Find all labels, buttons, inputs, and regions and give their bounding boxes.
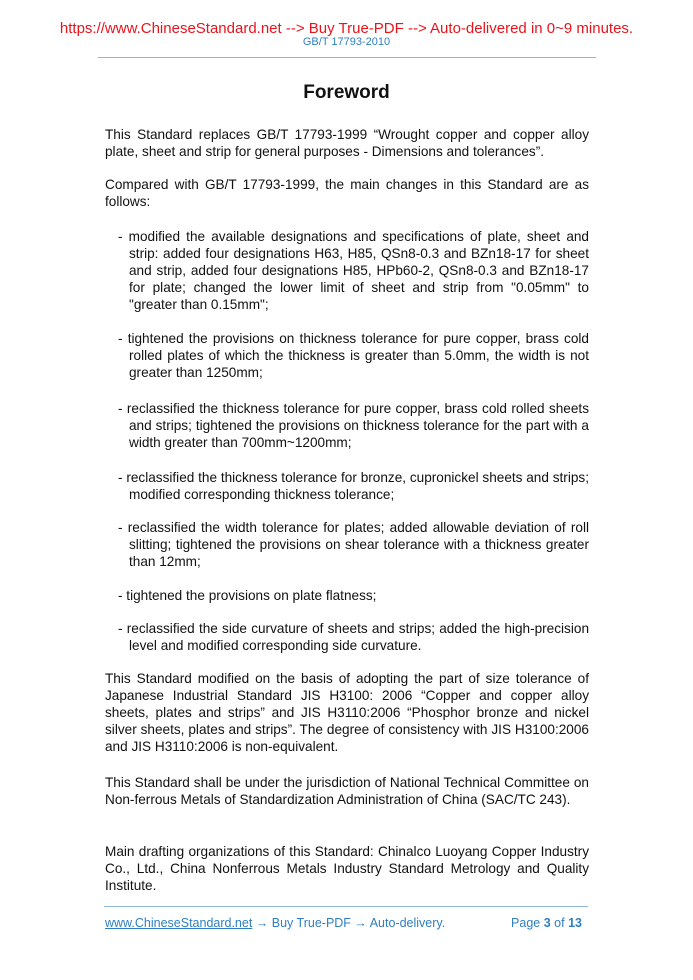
paragraph: This Standard shall be under the jurisdiction of National Technical Committee on Non-ferrous Metals of Standardization Administration of China (SAC/TC 243). <box>105 775 589 807</box>
list-item: - modified the available designations and specifications of plate, sheet and strip: added four designations H63, H85, QSn8-0.3 and BZn18-17 for sheet and strip, added four designations H85, HPb60-2, QSn8-0.3 and BZn18-17 for plate; changed the lower limit of sheet and strip from "0.05mm" to "greater than 0.15mm"; <box>118 229 589 312</box>
page-label: Page <box>511 916 541 930</box>
paragraph: This Standard replaces GB/T 17793-1999 “Wrought copper and copper alloy plate, sheet and strip for general purposes - Dimensions and tolerances”. <box>105 127 589 159</box>
footer <box>105 916 588 930</box>
list-item: - tightened the provisions on plate flatness; <box>118 588 377 603</box>
header-banner-link[interactable]: https://www.ChineseStandard.net --> Buy True-PDF --> Auto-delivered in 0~9 minutes. <box>59 20 634 37</box>
list-item: - tightened the provisions on thickness tolerance for pure copper, brass cold rolled plates of which the thickness is greater than 5.0mm, the width is not greater than 1250mm; <box>118 331 589 380</box>
page-title: Foreword <box>303 82 390 103</box>
of-label: of <box>554 916 565 930</box>
footer-divider <box>104 906 588 907</box>
list-item: - reclassified the width tolerance for plates; added allowable deviation of roll slitting; tightened the provisions on shear tolerance with a thickness greater than 12mm; <box>118 520 589 569</box>
standard-number: GB/T 17793-2010 <box>302 36 391 48</box>
list-item: - reclassified the side curvature of sheets and strips; added the high-precision level and modified corresponding side curvature. <box>118 621 589 653</box>
paragraph: This Standard modified on the basis of adopting the part of size tolerance of Japanese Industrial Standard JIS H3100: 2006 “Copper and copper alloy sheets, plates and strips” and JIS H3110:2006 “Phosphor bronze and nickel silver sheets, plates and strips”. The degree of consistency with JIS H3100:2006 and JIS H3110:2006 is non-equivalent. <box>105 671 589 754</box>
paragraph: Main drafting organizations of this Standard: Chinalco Luoyang Copper Industry Co., Ltd., China Nonferrous Metals Industry Standard Metrology and Quality Institute. <box>105 844 589 893</box>
list-item: - reclassified the thickness tolerance for pure copper, brass cold rolled sheets and strips; tightened the provisions on thickness tolerance for the part with a width greater than 700mm~1200mm; <box>118 401 589 450</box>
footer-link[interactable]: www.ChineseStandard.net <box>105 916 253 930</box>
footer-text: → Buy True-PDF → Auto-delivery. <box>252 916 446 930</box>
paragraph: Compared with GB/T 17793-1999, the main changes in this Standard are as follows: <box>105 177 589 209</box>
list-item: - reclassified the thickness tolerance for bronze, cupronickel sheets and strips; modified corresponding thickness tolerance; <box>118 470 589 502</box>
page-total: 13 <box>568 916 582 930</box>
page-current: 3 <box>543 916 551 930</box>
header-divider <box>98 57 596 58</box>
page-indicator <box>511 916 582 930</box>
